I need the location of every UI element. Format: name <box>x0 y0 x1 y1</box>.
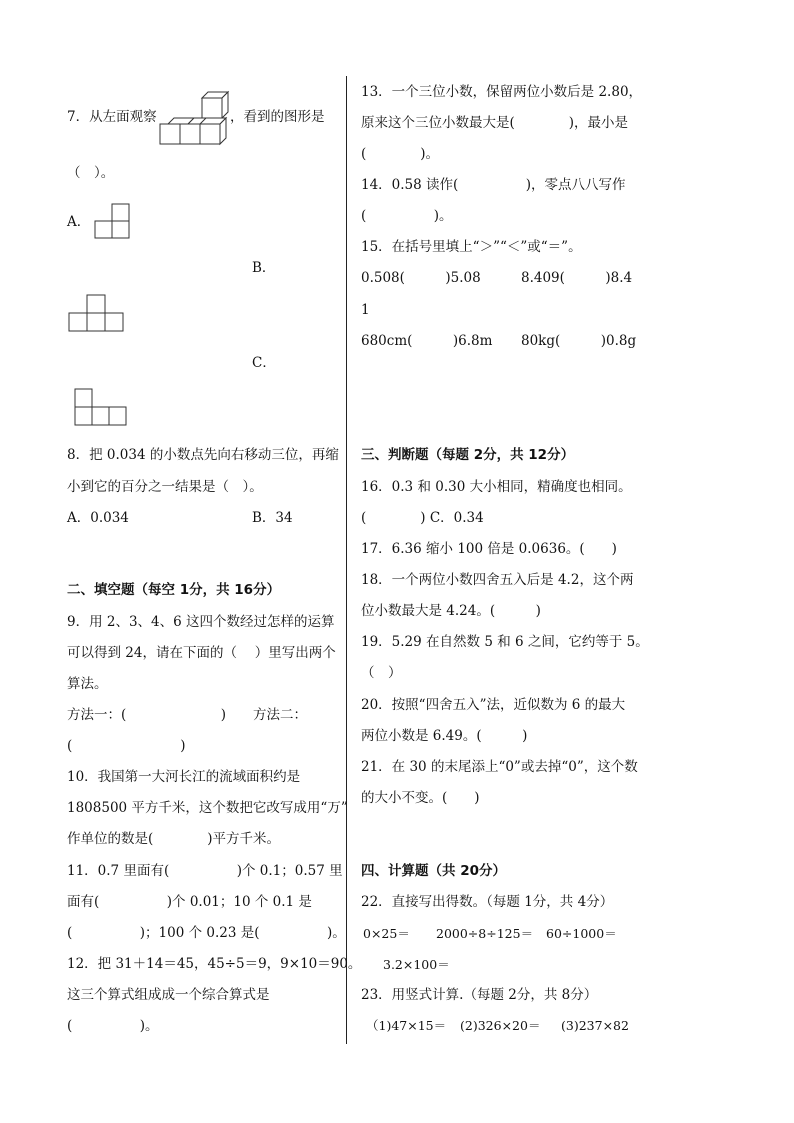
q11-line2: 面有( )个 0.01；10 个 0.1 是 <box>67 894 312 910</box>
q7-blank: （ ）。 <box>67 165 115 181</box>
q15-line1: 15．在括号里填上“＞”“＜”或“＝”。 <box>361 239 582 255</box>
q7-option-b-label: B． <box>252 260 276 276</box>
q12-line1: 12．把 31＋14＝45，45÷5＝9，9×10＝90。 <box>67 956 362 972</box>
q14-line1: 14．0.58 读作( )，零点八八写作 <box>361 177 626 193</box>
q11-line3: ( )；100 个 0.23 是( )。 <box>67 925 346 941</box>
q14-line2: ( )。 <box>361 208 453 224</box>
q7-option-c-label: C． <box>252 355 276 371</box>
section-3-heading: 三、判断题（每题 2分，共 12分） <box>361 447 575 463</box>
q9-line3: 算法。 <box>67 676 108 692</box>
q23-calc-3: (3)237×82 <box>561 1018 629 1033</box>
q7-text-b: ，看到的图形是 <box>230 109 325 125</box>
q8-line1: 8．把 0.034 的小数点先向右移动三位，再缩 <box>67 447 339 463</box>
q22-calc-1: 0×25＝ <box>363 926 410 941</box>
q9-line5: ( ) <box>67 738 186 754</box>
q12-line2: 这三个算式组成成一个综合算式是 <box>67 987 270 1003</box>
q23-calc-1: （1)47×15＝ <box>366 1018 447 1033</box>
q8-line2: 小到它的百分之一结果是（ ）。 <box>67 479 263 495</box>
section-4-heading: 四、计算题（共 20分） <box>361 863 506 879</box>
q23-calc-2: (2)326×20＝ <box>460 1018 541 1033</box>
q20-line2: 两位小数是 6.49。( ) <box>361 728 528 744</box>
q13-line1: 13．一个三位小数，保留两位小数后是 2.80， <box>361 84 643 100</box>
q22-calc-2: 2000÷8÷125＝ <box>436 926 534 941</box>
q12-line3: ( )。 <box>67 1018 159 1034</box>
q11-line1: 11．0.7 里面有( )个 0.1；0.57 里 <box>67 863 343 879</box>
q13-line2: 原来这个三位小数最大是( )，最小是 <box>361 115 629 131</box>
q7-option-a-label: A． <box>67 214 91 230</box>
q21-line1: 21．在 30 的末尾添上“0”或去掉“0”，这个数 <box>361 759 638 775</box>
q15-compare-2-tail: 1 <box>361 302 370 318</box>
q19-line1: 19．5.29 在自然数 5 和 6 之间，它约等于 5。 <box>361 634 649 650</box>
q21-line2: 的大小不变。( ) <box>361 790 480 806</box>
q10-line1: 10．我国第一大河长江的流域面积约是 <box>67 769 301 785</box>
q22-calc-4: 3.2×100＝ <box>383 957 450 972</box>
q9-line4: 方法一：( ) 方法二： <box>67 707 308 723</box>
q22-line1: 22．直接写出得数。（每题 1分，共 4分） <box>361 894 614 910</box>
q23-line1: 23．用竖式计算.（每题 2分，共 8分） <box>361 987 598 1003</box>
q13-line3: ( )。 <box>361 146 440 162</box>
q16-line2: ( ) C．0.34 <box>361 510 484 526</box>
option-b-figure <box>69 294 125 340</box>
q22-calc-3: 60÷1000＝ <box>546 926 617 941</box>
section-2-heading: 二、填空题（每空 1分，共 16分） <box>67 582 281 598</box>
q19-line2: （ ） <box>361 665 402 681</box>
q18-line2: 位小数最大是 4.24。( ) <box>361 603 541 619</box>
column-divider <box>346 76 347 1044</box>
q15-compare-2: 8.409( )8.4 <box>521 270 633 286</box>
q15-compare-4: 80kg( )0.8g <box>521 333 637 349</box>
q17-line1: 17．6.36 缩小 100 倍是 0.0636。( ) <box>361 541 617 557</box>
cube-stack-figure <box>158 88 230 146</box>
q15-compare-3: 680cm( )6.8m <box>361 333 493 349</box>
q8-option-a: A．0.034 <box>67 510 129 526</box>
q7-text-a: 7．从左面观察 <box>67 109 157 125</box>
q18-line1: 18．一个两位小数四舍五入后是 4.2，这个两 <box>361 572 634 588</box>
q16-line1: 16．0.3 和 0.30 大小相同，精确度也相同。 <box>361 479 632 495</box>
q8-option-b: B．34 <box>252 510 293 526</box>
option-a-figure <box>95 203 131 239</box>
q20-line1: 20．按照“四舍五入”法，近似数为 6 的最大 <box>361 697 626 713</box>
q15-compare-1: 0.508( )5.08 <box>361 270 481 286</box>
q9-line2: 可以得到 24，请在下面的（ ）里写出两个 <box>67 645 336 661</box>
q10-line3: 作单位的数是( )平方千米。 <box>67 831 281 847</box>
q9-line1: 9．用 2、3、4、6 这四个数经过怎样的运算 <box>67 614 335 630</box>
q10-line2: 1808500 平方千米，这个数把它改写成用“万” <box>67 800 348 816</box>
option-c-figure <box>74 388 128 428</box>
